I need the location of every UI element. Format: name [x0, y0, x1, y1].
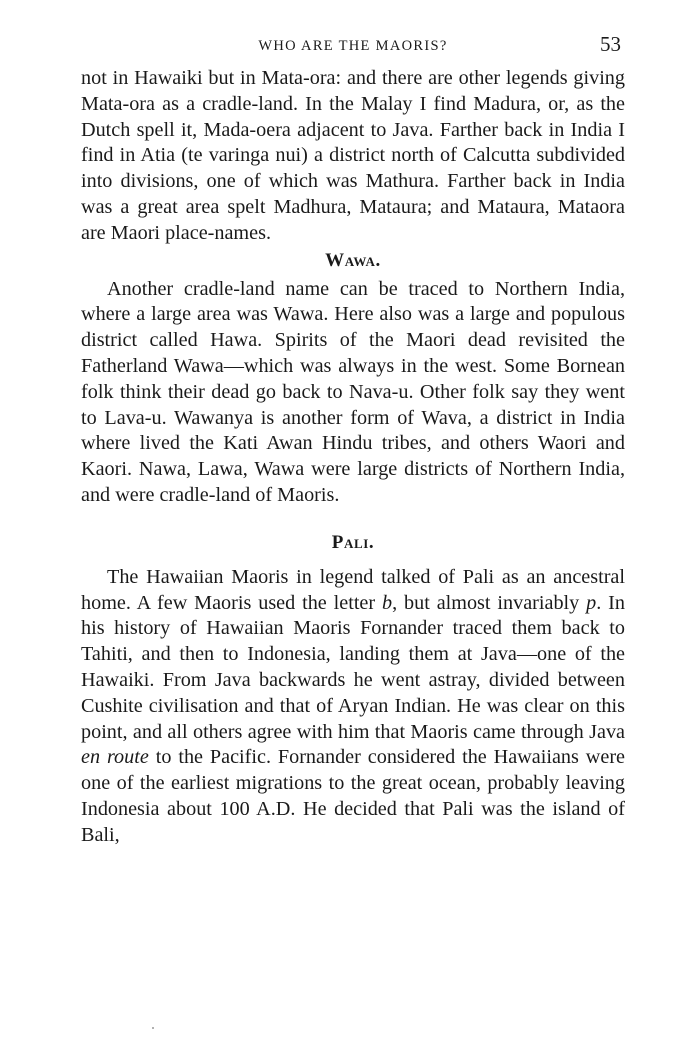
pali-text-3: . In his history of Hawaiian Maoris Fornander traced them back to Tahiti, and then to Indonesia, landing them at Java—one of the Hawaiki. From Java backwards he went astray, divided between Cushite civilisation and that of Aryan Indian. He was clear on this point, and all others agree with him that Maoris came through Java — [81, 591, 625, 743]
body-text — [81, 66, 625, 849]
opening-paragraph: not in Hawaiki but in Mata-ora: and there are other legends giving Mata-ora as a cradle-land. In the Malay I find Madura, or, as the Dutch spell it, Mada-oera adjacent to Java. Farther back in India I find in Atia (te varinga nui) a district north of Calcutta subdivided into divisions, one of which was Mathura. Farther back in India was a great area spelt Madhura, Mataura; and Mataura, Mataora are Maori place-names. — [81, 67, 625, 244]
book-page — [81, 30, 625, 849]
pali-text-1: The Hawaiian Maoris in legend talked of Pali as an ancestral home. A few Maoris used the letter — [81, 565, 625, 614]
page-number: 53 — [600, 32, 621, 56]
page-speck — [152, 1027, 154, 1029]
section-heading-wawa: Wawa. — [325, 249, 381, 271]
pali-paragraph — [81, 565, 625, 849]
running-header — [81, 30, 625, 60]
pali-italic-letter-p: p — [586, 591, 597, 614]
pali-text-4: to the Pacific. Fornander considered the Hawaiians were one of the earliest migrations to the great ocean, probably leaving Indonesia about 100 A.D. He decided that Pali was the island of Bali, — [81, 746, 625, 846]
section-heading-pali: Pali. — [331, 531, 375, 553]
wawa-paragraph: Another cradle-land name can be traced to Northern India, where a large area was Wawa. Here also was a large and populous district called Hawa. Spirits of the Maori dead revisited the Fatherland Wawa—which was always in the west. Some Bornean folk think their dead go back to Nava-u. Other folk say they went to Lava-u. Wawanya is another form of Wava, a district in India where lived the Kati Awan Hindu tribes, and others Waori and Kaori. Nawa, Lawa, Wawa were large districts of Northern India, and were cradle-land of Maoris. — [81, 277, 625, 506]
running-title: WHO ARE THE MAORIS? — [258, 38, 448, 54]
pali-italic-en-route: en route — [81, 746, 149, 769]
pali-italic-letter-b: b — [382, 591, 393, 614]
pali-text-2: , but almost invariably — [392, 591, 587, 614]
